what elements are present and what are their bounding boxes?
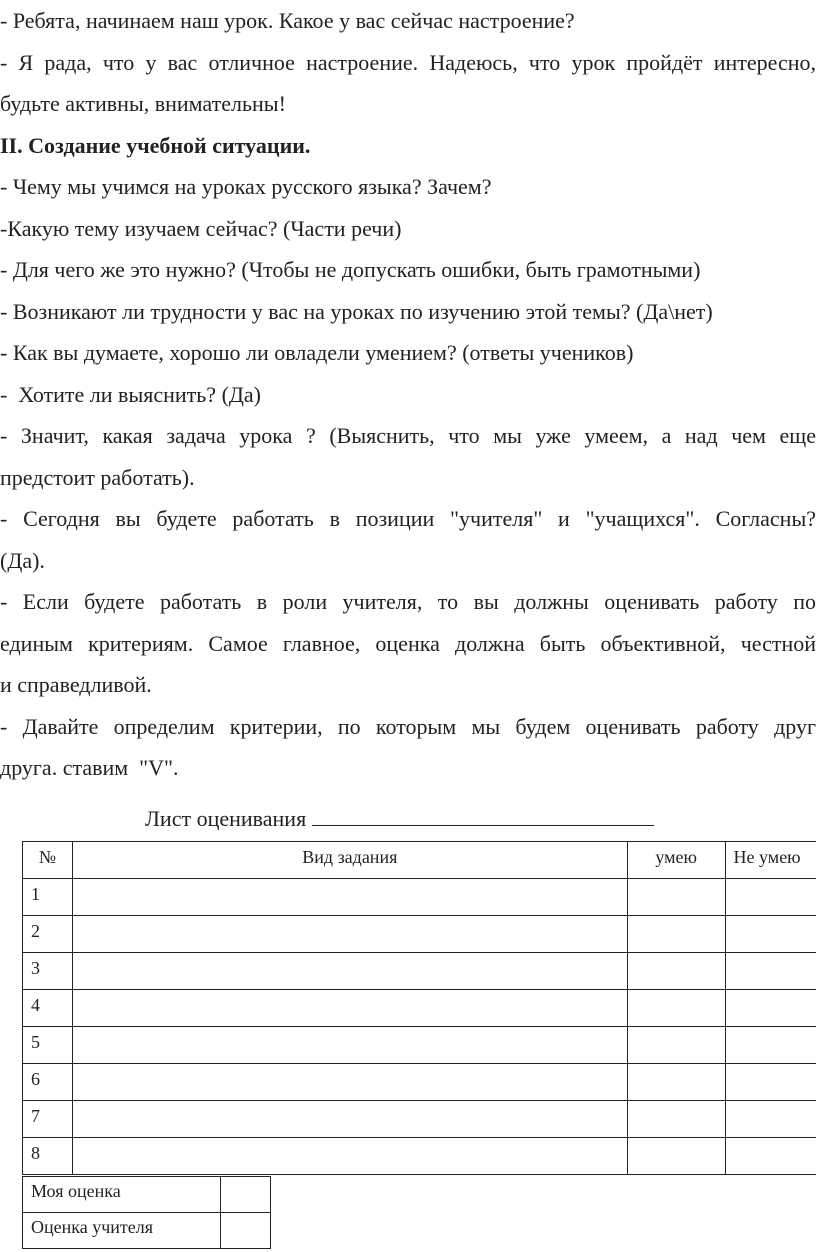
row-number: 4 [23, 990, 73, 1027]
text-line: - Значит, какая задача урока ? (Выяснить, что мы уже умеем, а над чем еще [0, 423, 816, 448]
section-heading: II. Создание учебной ситуации. [0, 132, 311, 158]
can-cell [627, 1101, 725, 1138]
text-line: - Как вы думаете, хорошо ли овладели умением? (ответы учеников) [0, 340, 634, 365]
header-cannot: Не умею [725, 842, 816, 879]
row-number: 3 [23, 953, 73, 990]
header-number: № [23, 842, 73, 879]
task-cell [72, 953, 627, 990]
cannot-cell [725, 1027, 816, 1064]
sheet-title-blank-line [312, 801, 654, 826]
teacher-grade-label: Оценка учителя [23, 1213, 221, 1249]
task-cell [72, 1101, 627, 1138]
cannot-cell [725, 1101, 816, 1138]
can-cell [627, 1064, 725, 1101]
text-line: - Ребята, начинаем наш урок. Какое у вас сейчас настроение? [0, 8, 575, 33]
task-cell [72, 1027, 627, 1064]
can-cell [627, 1027, 725, 1064]
header-task-type: Вид задания [72, 842, 627, 879]
can-cell [627, 953, 725, 990]
grade-table [22, 1176, 271, 1249]
evaluation-sheet-title [145, 801, 654, 834]
cannot-cell [725, 1064, 816, 1101]
text-line: предстоит работать). [0, 464, 195, 490]
text-line: - Возникают ли трудности у вас на уроках по изучению этой темы? (Да\нет) [0, 298, 713, 324]
table-row [23, 953, 816, 990]
table-row [23, 1101, 816, 1138]
text-line: - Давайте определим критерии, по которым мы будем оценивать работу друг [0, 713, 816, 739]
cannot-cell [725, 1138, 816, 1175]
text-line: - Если будете работать в роли учителя, то вы должны оценивать работу по [0, 589, 816, 614]
can-cell [627, 990, 725, 1027]
text-line: друга. ставим "V". [0, 755, 179, 780]
row-number: 6 [23, 1064, 73, 1101]
evaluation-table [22, 841, 816, 1175]
text-line: и справедливой. [0, 672, 152, 697]
task-cell [72, 1064, 627, 1101]
text-line: - Чему мы учимся на уроках русского языка? Зачем? [0, 174, 492, 199]
cannot-cell [725, 990, 816, 1027]
row-number: 1 [23, 879, 73, 916]
table-row [23, 1064, 816, 1101]
row-number: 5 [23, 1027, 73, 1064]
task-cell [72, 990, 627, 1027]
text-line: (Да). [0, 547, 45, 573]
my-grade-row [23, 1177, 271, 1213]
can-cell [627, 879, 725, 916]
row-number: 7 [23, 1101, 73, 1138]
row-number: 2 [23, 916, 73, 953]
text-line: - Я рада, что у вас отличное настроение. Надеюсь, что урок пройдёт интересно, [0, 49, 816, 75]
text-line: - Для чего же это нужно? (Чтобы не допускать ошибки, быть грамотными) [0, 257, 701, 282]
text-line: - Сегодня вы будете работать в позиции "учителя" и "учащихся". Согласны? [0, 506, 816, 531]
text-line: будьте активны, внимательны! [0, 91, 286, 116]
can-cell [627, 1138, 725, 1175]
my-grade-cell [221, 1177, 271, 1213]
table-row [23, 879, 816, 916]
task-cell [72, 916, 627, 953]
table-row [23, 916, 816, 953]
cannot-cell [725, 953, 816, 990]
my-grade-label: Моя оценка [23, 1177, 221, 1213]
row-number: 8 [23, 1138, 73, 1175]
table-row [23, 1138, 816, 1175]
text-line: -Какую тему изучаем сейчас? (Части речи) [0, 215, 402, 241]
text-line: - Хотите ли выяснить? (Да) [0, 381, 261, 407]
table-header-row [23, 842, 816, 879]
text-line: единым критериям. Самое главное, оценка должна быть объективной, честной [0, 630, 816, 656]
teacher-grade-cell [221, 1213, 271, 1249]
table-row [23, 1027, 816, 1064]
task-cell [72, 1138, 627, 1175]
cannot-cell [725, 916, 816, 953]
task-cell [72, 879, 627, 916]
header-can: умею [627, 842, 725, 879]
can-cell [627, 916, 725, 953]
sheet-title-label: Лист оценивания [145, 806, 307, 831]
cannot-cell [725, 879, 816, 916]
teacher-grade-row [23, 1213, 271, 1249]
table-row [23, 990, 816, 1027]
